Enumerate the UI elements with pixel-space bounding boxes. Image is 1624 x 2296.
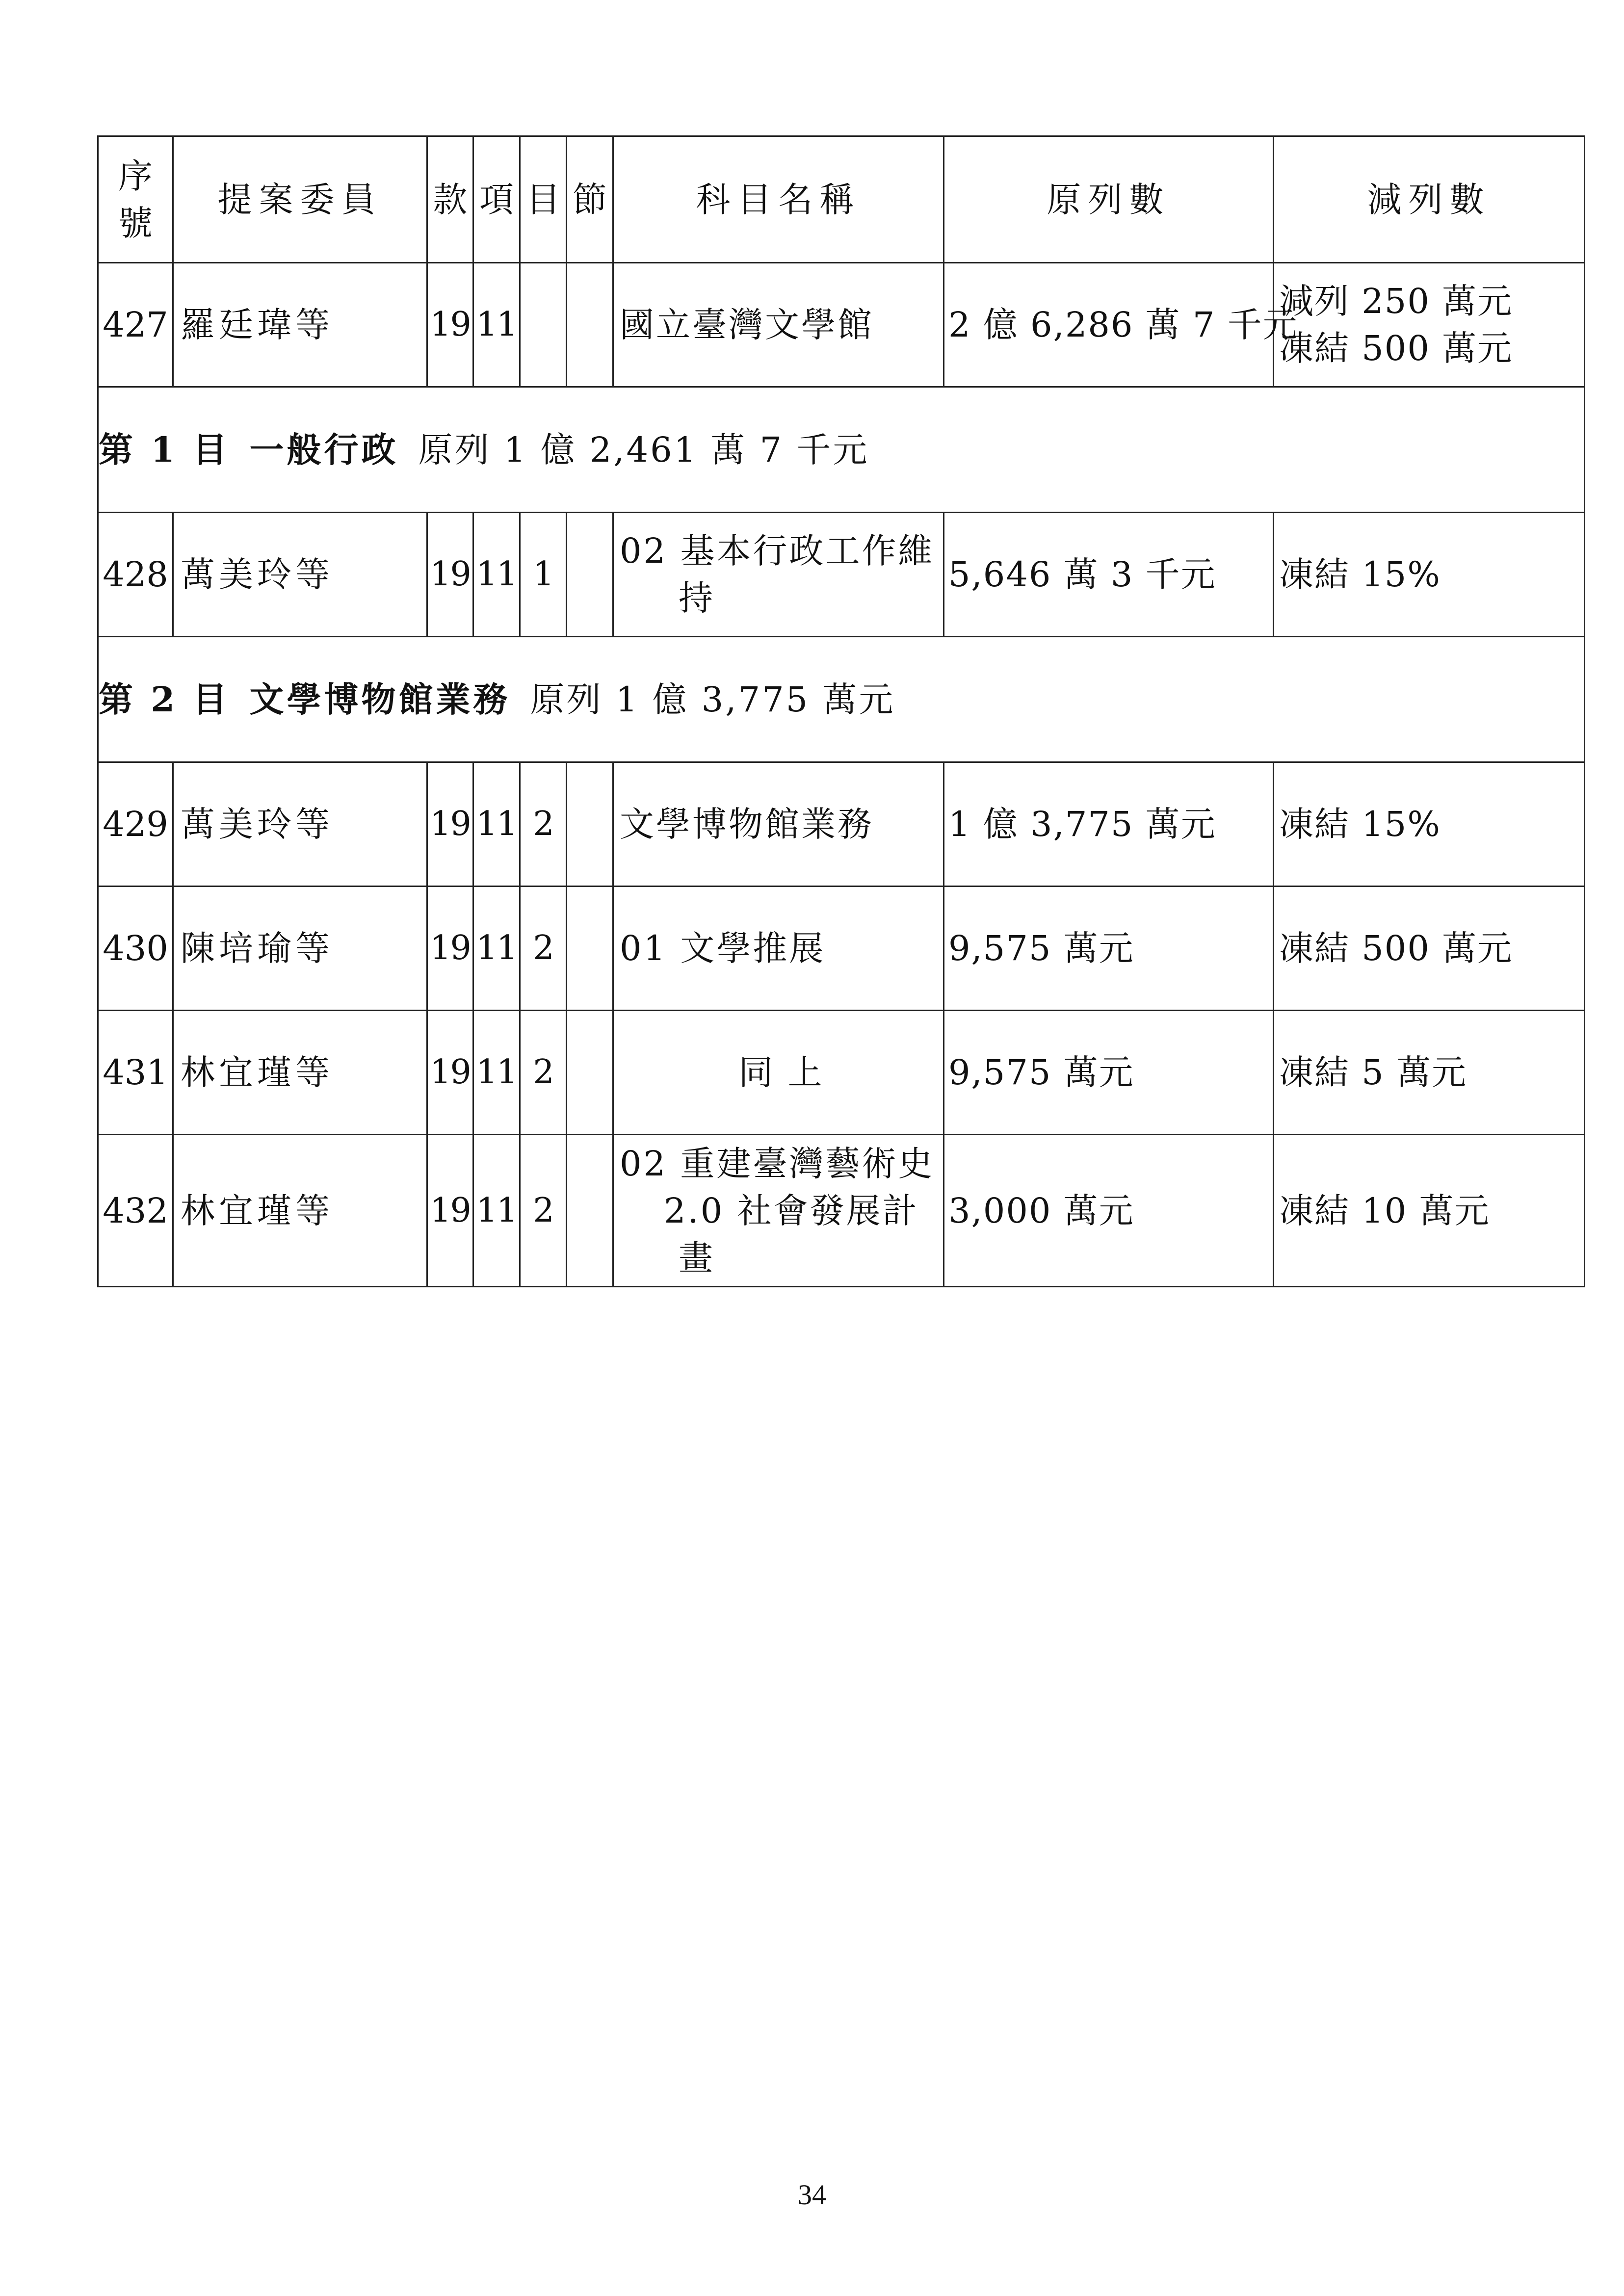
cell-xiang: 11 xyxy=(473,513,520,637)
cell-kuan: 19 xyxy=(427,887,473,1011)
header-seq: 序 號 xyxy=(98,136,173,263)
header-proposer: 提案委員 xyxy=(173,136,427,263)
cell-kuan: 19 xyxy=(427,762,473,887)
header-mu: 目 xyxy=(520,136,567,263)
cell-jie xyxy=(567,1135,613,1287)
subject-line-2: 2.0 社會發展計 xyxy=(664,1190,919,1231)
cell-original: 5,646 萬 3 千元 xyxy=(944,513,1274,637)
cell-seq: 431 xyxy=(98,1011,173,1135)
cell-proposer: 林宜瑾等 xyxy=(173,1011,427,1135)
cell-kuan: 19 xyxy=(427,1135,473,1287)
budget-table xyxy=(97,135,1585,1287)
table-row-427 xyxy=(98,263,1585,387)
cell-reduction: 凍結 10 萬元 xyxy=(1274,1135,1585,1287)
page-number: 34 xyxy=(798,2179,826,2211)
cell-kuan: 19 xyxy=(427,1011,473,1135)
cell-subject xyxy=(613,1135,944,1287)
cell-xiang: 11 xyxy=(473,762,520,887)
cell-jie xyxy=(567,263,613,387)
subject-line-3: 畫 xyxy=(679,1237,715,1278)
cell-subject: 國立臺灣文學館 xyxy=(613,263,944,387)
header-row xyxy=(98,136,1585,263)
header-xiang: 項 xyxy=(473,136,520,263)
cell-subject: 同 上 xyxy=(613,1011,944,1135)
table-row-432 xyxy=(98,1135,1585,1287)
section-name: 一般行政 xyxy=(249,429,399,470)
cell-kuan: 19 xyxy=(427,263,473,387)
cell-kuan: 19 xyxy=(427,513,473,637)
cell-jie xyxy=(567,762,613,887)
cell-jie xyxy=(567,1011,613,1135)
cell-reduction: 凍結 500 萬元 xyxy=(1274,887,1585,1011)
section-original: 原列 1 億 3,775 萬元 xyxy=(530,679,895,720)
cell-original: 3,000 萬元 xyxy=(944,1135,1274,1287)
section-title: 第 2 目 xyxy=(99,678,230,720)
cell-subject: 01 文學推展 xyxy=(613,887,944,1011)
header-kuan: 款 xyxy=(427,136,473,263)
section-original: 原列 1 億 2,461 萬 7 千元 xyxy=(418,429,869,470)
subject-line-1: 02 重建臺灣藝術史 xyxy=(620,1143,935,1184)
cell-seq: 429 xyxy=(98,762,173,887)
subject-line-2: 持 xyxy=(679,578,715,618)
header-reduction: 減列數 xyxy=(1274,136,1585,263)
section-row-1 xyxy=(98,387,1585,513)
header-subject: 科目名稱 xyxy=(613,136,944,263)
cell-seq: 428 xyxy=(98,513,173,637)
cell-proposer: 陳培瑜等 xyxy=(173,887,427,1011)
cell-proposer: 羅廷瑋等 xyxy=(173,263,427,387)
cell-mu: 2 xyxy=(520,887,567,1011)
cell-reduction xyxy=(1274,263,1585,387)
table-row-430 xyxy=(98,887,1585,1011)
cell-seq: 430 xyxy=(98,887,173,1011)
cell-subject xyxy=(613,513,944,637)
cell-mu: 2 xyxy=(520,1011,567,1135)
cell-jie xyxy=(567,513,613,637)
cell-proposer: 林宜瑾等 xyxy=(173,1135,427,1287)
table-row-429 xyxy=(98,762,1585,887)
cell-xiang: 11 xyxy=(473,1135,520,1287)
cell-reduction: 凍結 5 萬元 xyxy=(1274,1011,1585,1135)
subject-line-1: 02 基本行政工作維 xyxy=(620,531,935,571)
section-heading xyxy=(98,637,1585,762)
cell-mu: 2 xyxy=(520,1135,567,1287)
cell-proposer: 萬美玲等 xyxy=(173,513,427,637)
reduction-line-1: 減列 250 萬元 xyxy=(1279,281,1513,321)
cell-proposer: 萬美玲等 xyxy=(173,762,427,887)
cell-xiang: 11 xyxy=(473,1011,520,1135)
cell-original: 1 億 3,775 萬元 xyxy=(944,762,1274,887)
cell-subject: 文學博物館業務 xyxy=(613,762,944,887)
cell-mu xyxy=(520,263,567,387)
header-original: 原列數 xyxy=(944,136,1274,263)
cell-mu: 1 xyxy=(520,513,567,637)
cell-mu: 2 xyxy=(520,762,567,887)
section-name: 文學博物館業務 xyxy=(249,678,511,720)
cell-xiang: 11 xyxy=(473,887,520,1011)
cell-original: 2 億 6,286 萬 7 千元 xyxy=(944,263,1274,387)
cell-original: 9,575 萬元 xyxy=(944,1011,1274,1135)
cell-reduction: 凍結 15% xyxy=(1274,513,1585,637)
reduction-line-2: 凍結 500 萬元 xyxy=(1279,328,1513,368)
table-row-431 xyxy=(98,1011,1585,1135)
header-jie: 節 xyxy=(567,136,613,263)
cell-original: 9,575 萬元 xyxy=(944,887,1274,1011)
section-heading xyxy=(98,387,1585,513)
cell-reduction: 凍結 15% xyxy=(1274,762,1585,887)
cell-seq: 427 xyxy=(98,263,173,387)
cell-jie xyxy=(567,887,613,1011)
section-row-2 xyxy=(98,637,1585,762)
cell-seq: 432 xyxy=(98,1135,173,1287)
table-row-428 xyxy=(98,513,1585,637)
section-title: 第 1 目 xyxy=(99,429,230,470)
cell-xiang: 11 xyxy=(473,263,520,387)
